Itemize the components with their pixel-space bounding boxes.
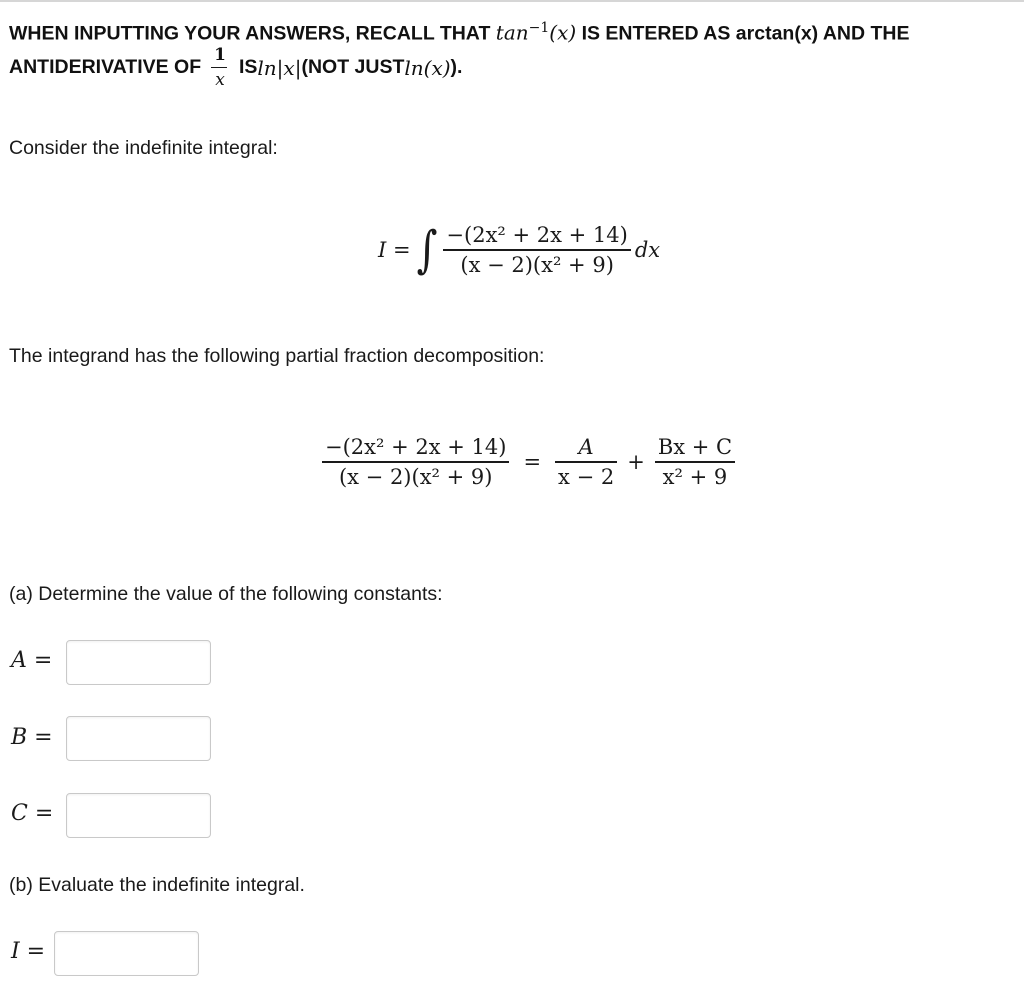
integral-expression (378, 210, 660, 290)
consider-text: Consider the indefinite integral: (9, 137, 278, 159)
decomposition-text: The integrand has the following partial fraction decomposition: (9, 345, 545, 367)
decomp-term2-den: x² + 9 (662, 464, 728, 489)
notice-text-a: WHEN INPUTTING YOUR ANSWERS, RECALL THAT (9, 22, 496, 45)
part-b-prompt: (b) Evaluate the indefinite integral. (9, 874, 305, 896)
integral-sign: ∫ (416, 221, 438, 279)
decomp-term1-fraction (555, 435, 617, 488)
notice-is-text: IS (238, 56, 258, 79)
integral-dx: dx (634, 238, 661, 262)
notice-line-2 (9, 45, 462, 90)
integral-fraction (443, 223, 630, 276)
notice-tan-sup: −1 (528, 20, 550, 36)
decomp-plus: + (627, 450, 645, 474)
decomp-term2-num: Bx + C (657, 435, 733, 460)
decomp-term2-fraction (655, 435, 735, 488)
notice-tan: tan (495, 20, 529, 45)
decomp-lhs-num: −(2x² + 2x + 14) (325, 435, 507, 460)
notice-frac-den: x (215, 70, 225, 91)
label-i: I = (11, 939, 46, 964)
decomp-lhs-den: (x − 2)(x² + 9) (338, 464, 493, 489)
decomp-term1-num: A (578, 435, 594, 460)
decomp-term1-den: x − 2 (558, 464, 615, 489)
notice-end-text: ). (450, 56, 463, 79)
label-a: A = (11, 648, 53, 673)
label-c: C = (11, 801, 54, 826)
notice-notjust-text: (NOT JUST (301, 56, 405, 79)
decomposition-expression (322, 422, 735, 502)
notice-fraction (211, 45, 229, 90)
notice-ln: ln(x) (404, 55, 451, 80)
input-integral[interactable] (54, 931, 199, 976)
input-a[interactable] (66, 640, 211, 685)
label-b: B = (11, 725, 53, 750)
notice-frac-num: 1 (214, 45, 226, 65)
notice-antideriv-text: ANTIDERIVATIVE OF (9, 56, 202, 79)
notice-line-1 (9, 20, 910, 46)
decomp-equals: = (523, 450, 542, 474)
integral-lhs: I = (378, 238, 411, 262)
decomp-lhs-fraction (322, 435, 509, 488)
top-border (0, 0, 1024, 2)
input-b[interactable] (66, 716, 211, 761)
integral-numerator: −(2x² + 2x + 14) (446, 223, 628, 248)
notice-text-b: IS ENTERED AS arctan(x) AND THE (576, 22, 910, 45)
notice-tan-arg: (x) (549, 20, 577, 45)
part-a-prompt: (a) Determine the value of the following constants: (9, 583, 443, 605)
integral-denominator: (x − 2)(x² + 9) (460, 252, 614, 277)
input-c[interactable] (66, 793, 211, 838)
notice-ln-abs: ln|x| (257, 55, 302, 80)
